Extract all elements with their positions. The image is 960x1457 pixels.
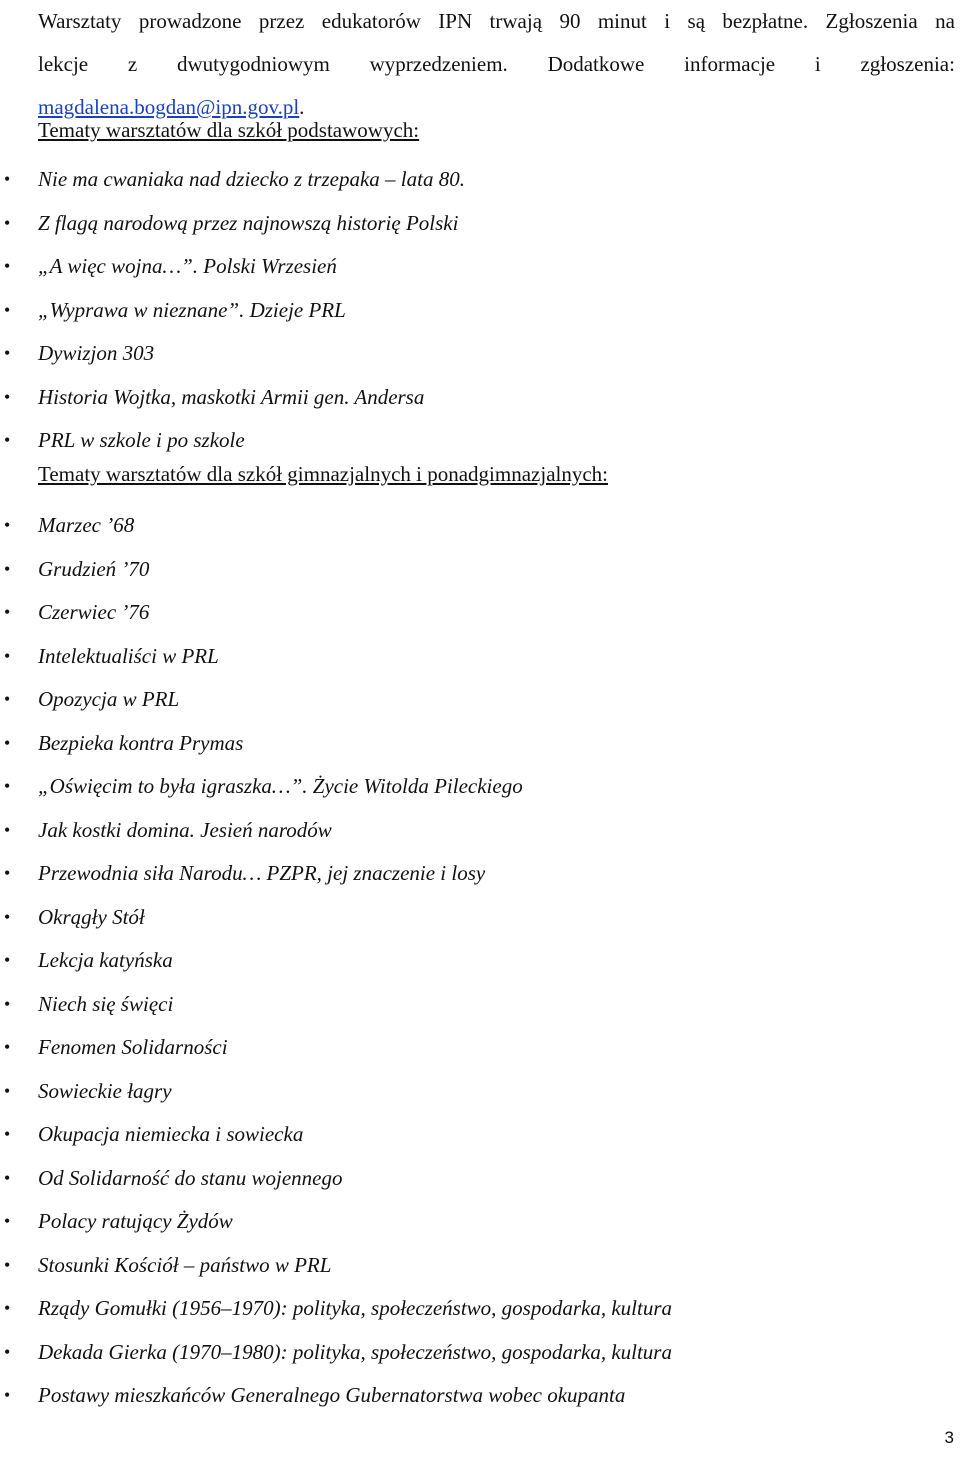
bullet-icon: • bbox=[4, 1341, 11, 1362]
topic-label: Czerwiec ’76 bbox=[38, 600, 150, 624]
bullet-icon: • bbox=[4, 1298, 11, 1318]
primary-topics-list bbox=[0, 158, 465, 463]
topic-label: Grudzień ’70 bbox=[38, 556, 150, 581]
bullet-icon: • bbox=[4, 602, 11, 622]
topic-label: Niech się święci bbox=[38, 991, 174, 1016]
secondary-topic-item bbox=[0, 1200, 672, 1244]
topic-label: Od Solidarność do stanu wojennego bbox=[38, 1165, 343, 1190]
bullet-icon: • bbox=[4, 212, 11, 233]
topic-label: Historia Wojtka, maskotki Armii gen. Andersa bbox=[38, 384, 425, 409]
topic-label: Okrągły Stół bbox=[38, 904, 145, 929]
primary-topic-item bbox=[0, 332, 465, 376]
bullet-icon: • bbox=[4, 1385, 11, 1405]
topic-label: Dekada Gierka (1970–1980): polityka, społeczeństwo, gospodarka, kultura bbox=[38, 1339, 672, 1364]
intro-word: trwają bbox=[489, 9, 543, 33]
intro-word: Zgłoszenia bbox=[825, 9, 918, 33]
bullet-icon: • bbox=[4, 689, 11, 709]
bullet-icon: • bbox=[4, 1167, 11, 1188]
intro-word: minut bbox=[597, 9, 647, 33]
bullet-icon: • bbox=[4, 1037, 11, 1057]
secondary-schools-heading: Tematy warsztatów dla szkół gimnazjalnych i ponadgimnazjalnych: bbox=[38, 462, 609, 486]
bullet-icon: • bbox=[4, 386, 11, 407]
topic-label: Nie ma cwaniaka nad dziecko z trzepaka – lata 80. bbox=[38, 167, 465, 191]
intro-word: IPN bbox=[438, 9, 473, 33]
secondary-topic-item bbox=[0, 1113, 672, 1157]
topic-label: „A więc wojna…”. Polski Wrzesień bbox=[38, 254, 337, 278]
primary-schools-heading: Tematy warsztatów dla szkół podstawowych: bbox=[38, 118, 420, 142]
secondary-topic-item bbox=[0, 809, 672, 853]
topic-label: Bezpieka kontra Prymas bbox=[38, 730, 244, 755]
primary-topic-item bbox=[0, 202, 465, 246]
bullet-icon: • bbox=[4, 906, 11, 927]
topic-label: PRL w szkole i po szkole bbox=[38, 428, 245, 452]
intro-word: wyprzedzeniem. bbox=[369, 52, 508, 76]
topic-label: Intelektualiści w PRL bbox=[38, 643, 219, 668]
secondary-topic-item bbox=[0, 1157, 672, 1201]
bullet-icon: • bbox=[4, 558, 11, 579]
primary-topic-item bbox=[0, 158, 465, 202]
bullet-icon: • bbox=[4, 1080, 11, 1101]
page-number: 3 bbox=[944, 1428, 954, 1447]
secondary-topics-list bbox=[0, 504, 672, 1418]
bullet-icon: • bbox=[4, 343, 11, 363]
intro-word: 90 bbox=[559, 9, 581, 33]
secondary-topic-item bbox=[0, 504, 672, 548]
bullet-icon: • bbox=[4, 863, 11, 883]
intro-word: z bbox=[127, 52, 138, 76]
topic-label: Okupacja niemiecka i sowiecka bbox=[38, 1122, 304, 1146]
topic-label: Marzec ’68 bbox=[38, 513, 135, 537]
bullet-icon: • bbox=[4, 1124, 11, 1144]
primary-topic-item bbox=[0, 289, 465, 333]
intro-word: zgłoszenia: bbox=[860, 52, 955, 76]
topic-label: Dywizjon 303 bbox=[38, 341, 155, 365]
topic-label: Z flagą narodową przez najnowszą historię Polski bbox=[38, 210, 459, 235]
email-suffix: . bbox=[299, 95, 305, 119]
primary-topic-item bbox=[0, 245, 465, 289]
secondary-topic-item bbox=[0, 1374, 672, 1418]
intro-word: i bbox=[664, 9, 671, 33]
topic-label: Lekcja katyńska bbox=[38, 948, 173, 972]
topic-label: Stosunki Kościół – państwo w PRL bbox=[38, 1252, 332, 1277]
secondary-topic-item bbox=[0, 939, 672, 983]
topic-label: Polacy ratujący Żydów bbox=[38, 1209, 233, 1233]
bullet-icon: • bbox=[4, 776, 11, 796]
primary-topic-item bbox=[0, 376, 465, 420]
secondary-topic-item bbox=[0, 1244, 672, 1288]
secondary-topic-item bbox=[0, 765, 672, 809]
topic-label: „Oświęcim to była igraszka…”. Życie Witolda Pileckiego bbox=[38, 774, 523, 798]
secondary-topic-item bbox=[0, 1331, 672, 1375]
topic-label: „Wyprawa w nieznane”. Dzieje PRL bbox=[38, 297, 346, 322]
secondary-topic-item bbox=[0, 591, 672, 635]
topic-label: Sowieckie łagry bbox=[38, 1078, 172, 1103]
bullet-icon: • bbox=[4, 819, 11, 840]
intro-word: na bbox=[935, 9, 955, 33]
topic-label: Przewodnia siła Narodu… PZPR, jej znaczenie i losy bbox=[38, 861, 486, 885]
bullet-icon: • bbox=[4, 645, 11, 666]
primary-topic-item bbox=[0, 419, 465, 463]
topic-label: Rządy Gomułki (1956–1970): polityka, społeczeństwo, gospodarka, kultura bbox=[38, 1296, 672, 1320]
intro-word: lekcje bbox=[38, 52, 89, 76]
bullet-icon: • bbox=[4, 515, 11, 535]
secondary-topic-item bbox=[0, 635, 672, 679]
intro-paragraph bbox=[38, 0, 955, 129]
bullet-icon: • bbox=[4, 1254, 11, 1275]
bullet-icon: • bbox=[4, 732, 11, 753]
bullet-icon: • bbox=[4, 430, 11, 450]
secondary-topic-item bbox=[0, 722, 672, 766]
intro-word: edukatorów bbox=[321, 9, 421, 33]
intro-word: dwutygodniowym bbox=[177, 52, 330, 76]
secondary-topic-item bbox=[0, 896, 672, 940]
intro-word: bezpłatne. bbox=[722, 9, 809, 33]
intro-word: przez bbox=[258, 9, 305, 33]
bullet-icon: • bbox=[4, 256, 11, 276]
intro-word: prowadzone bbox=[138, 9, 242, 33]
intro-word: są bbox=[687, 9, 706, 33]
secondary-topic-item bbox=[0, 1070, 672, 1114]
topic-label: Jak kostki domina. Jesień narodów bbox=[38, 817, 332, 842]
bullet-icon: • bbox=[4, 1211, 11, 1231]
secondary-topic-item bbox=[0, 548, 672, 592]
secondary-topic-item bbox=[0, 1287, 672, 1331]
secondary-topic-item bbox=[0, 1026, 672, 1070]
intro-word: Dodatkowe bbox=[547, 52, 645, 76]
topic-label: Fenomen Solidarności bbox=[38, 1035, 228, 1059]
bullet-icon: • bbox=[4, 169, 11, 189]
bullet-icon: • bbox=[4, 993, 11, 1014]
secondary-topic-item bbox=[0, 852, 672, 896]
intro-line-2 bbox=[38, 43, 955, 86]
secondary-topic-item bbox=[0, 678, 672, 722]
intro-word: Warsztaty bbox=[38, 9, 122, 33]
secondary-topic-item bbox=[0, 983, 672, 1027]
bullet-icon: • bbox=[4, 299, 11, 320]
topic-label: Opozycja w PRL bbox=[38, 687, 180, 711]
bullet-icon: • bbox=[4, 950, 11, 970]
intro-word: informacje bbox=[684, 52, 776, 76]
intro-line-1 bbox=[38, 0, 955, 43]
email-link[interactable]: magdalena.bogdan@ipn.gov.pl bbox=[38, 95, 300, 119]
intro-word: i bbox=[814, 52, 821, 76]
topic-label: Postawy mieszkańców Generalnego Gubernatorstwa wobec okupanta bbox=[38, 1383, 626, 1407]
